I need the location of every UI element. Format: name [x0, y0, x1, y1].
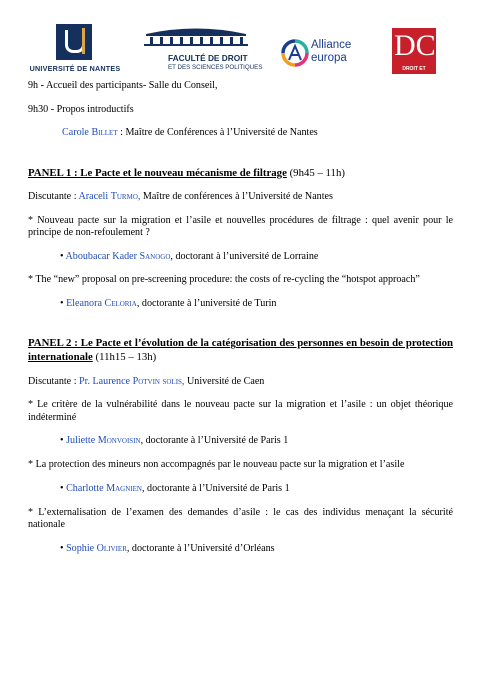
dcs-mark: DCS	[394, 29, 453, 62]
panel1-topic-2: * The “new” proposal on pre-screening procedure: the costs of re-cycling the “hotspot approach”	[28, 274, 420, 286]
alliance-line1: Alliance	[311, 39, 352, 51]
panel2-title-text: PANEL 2 : Le Pacte et l’évolution de la catégorisation des personnes en besoin de protection internationale	[28, 337, 453, 364]
panel2-topic-2: * La protection des mineurs non accompagnés par le nouveau pacte sur la migration et l’asile	[28, 459, 405, 471]
panel1-speaker-1: • Aboubacar Kader Sanogo, doctorant à l’université de Lorraine	[60, 250, 319, 262]
alliance-europa-logo	[280, 38, 362, 70]
panel1-title	[28, 166, 453, 180]
panel2-discutante: Discutante : Pr. Laurence Potvin solis, Université de Caen	[28, 375, 265, 387]
opening-speaker	[28, 127, 453, 139]
discutante-role: Maître de conférences à l’Université de Nantes	[140, 191, 333, 203]
panel2-speaker-2: • Charlotte Magnien, doctorante à l’Université de Paris 1	[60, 482, 290, 494]
panel2-speaker-1: • Juliette Monvoisin, doctorante à l’Université de Paris 1	[60, 435, 289, 447]
universite-nantes-wordmark: UNIVERSITÉ DE NANTES	[29, 64, 121, 73]
panel1-time: (9h45 – 11h)	[286, 166, 345, 179]
faculte-line2: ET DES SCIENCES POLITIQUES	[168, 64, 263, 71]
universite-nantes-logo	[28, 24, 122, 76]
discutante-lastname: Turmo,	[110, 191, 141, 203]
dcs-logo	[392, 28, 453, 74]
alliance-line2: europa	[311, 52, 347, 64]
logo-bar	[0, 0, 493, 80]
building-icon	[142, 26, 250, 46]
speaker-firstname: Carole	[62, 127, 89, 139]
panel2-topic-3: * L’externalisation de l’examen des demandes d’asile : le cas des individus menaçant la sécurité nationale	[28, 506, 453, 530]
panel1-topic-1: * Nouveau pacte sur la migration et l’asile et nouvelles procédures de filtrage : quel avenir pour le principe de non-refoulement ?	[28, 214, 453, 239]
universite-nantes-mark-icon	[56, 24, 92, 60]
panel1-discutante: Discutante : Araceli Turmo, Maître de conférences à l’Université de Nantes	[28, 191, 333, 203]
speaker-lastname: Billet	[91, 127, 118, 139]
faculte-line1: FACULTÉ DE DROIT	[168, 53, 248, 63]
panel1-title-text: PANEL 1 : Le Pacte et le nouveau mécanisme de filtrage	[28, 166, 287, 179]
propos-line: 9h30 - Propos introductifs	[28, 103, 134, 115]
panel2-topic-1: * Le critère de la vulnérabilité dans le nouveau pacte sur la migration et l’asile : un objet théorique indéterminé	[28, 399, 453, 423]
faculte-droit-logo	[138, 26, 263, 74]
panel2-time: (11h15 – 13h)	[92, 351, 157, 364]
discutante-firstname: Araceli	[78, 191, 109, 203]
alliance-ring-icon	[280, 38, 310, 68]
programme	[28, 80, 453, 555]
dcs-sub: DROIT ET	[402, 66, 426, 72]
discutante-role: Université de Caen	[184, 375, 265, 387]
discutante-firstname: Pr. Laurence	[79, 375, 131, 387]
discutante-lastname: Potvin solis,	[132, 375, 185, 387]
panel2-speaker-3: • Sophie Olivier, doctorante à l’Université d’Orléans	[60, 542, 275, 554]
panel2-title	[28, 336, 453, 364]
accueil-line: 9h - Accueil des participants- Salle du Conseil,	[28, 80, 218, 91]
panel1-speaker-2: • Eleanora Celoria, doctorante à l’université de Turin	[60, 298, 277, 310]
speaker-role: : Maître de Conférences à l’Université de Nantes	[117, 127, 318, 139]
